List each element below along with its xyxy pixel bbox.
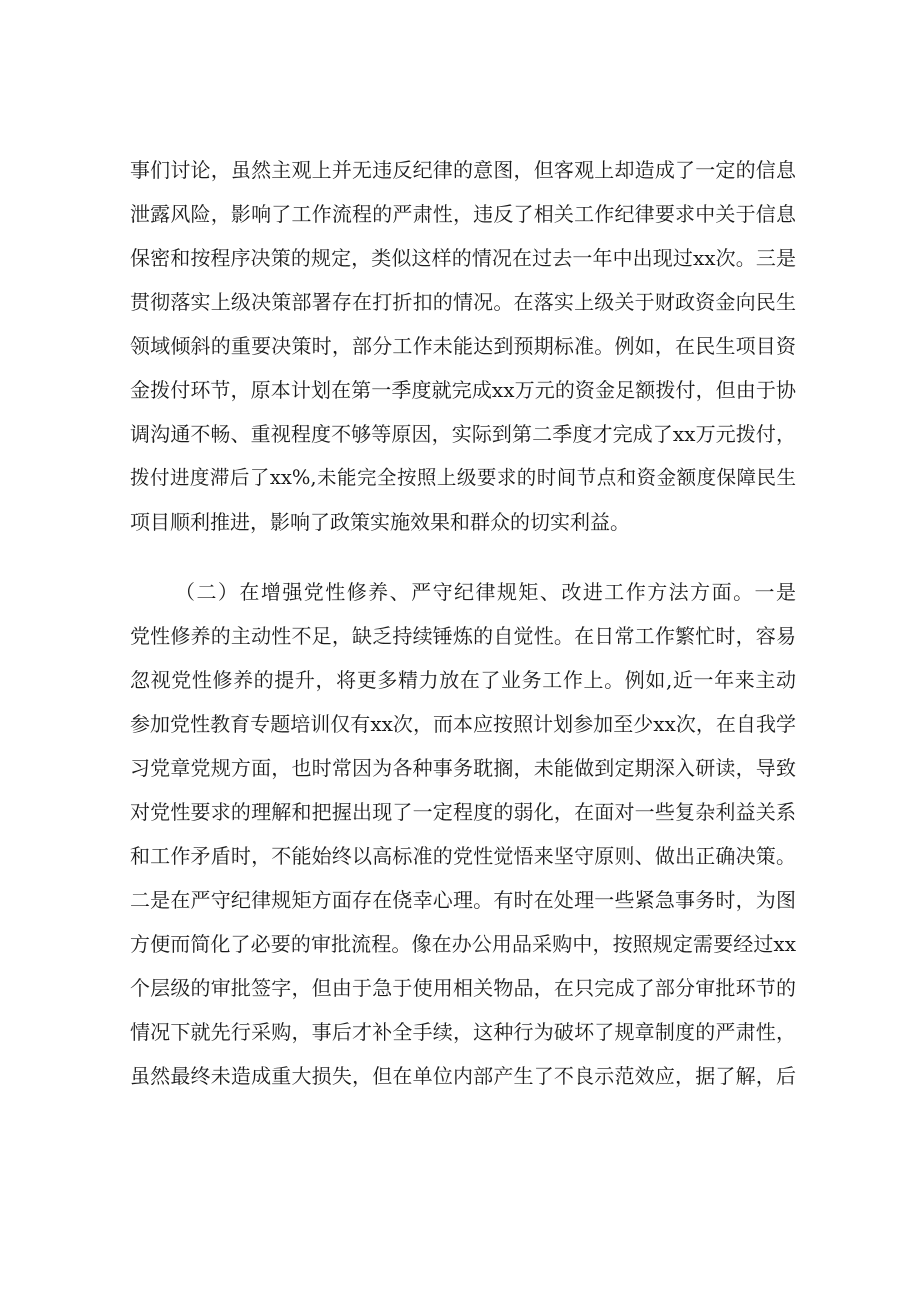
- text-line: 泄露风险，影响了工作流程的严肃性，违反了相关工作纪律要求中关于信息: [130, 202, 796, 226]
- text-line: 保密和按程序决策的规定，类似这样的情况在过去一年中出现过xx次。三是: [130, 246, 796, 270]
- text-line: 项目顺利推进，影响了政策实施效果和群众的切实利益。: [130, 510, 630, 534]
- text-line: 金拨付环节，原本计划在第一季度就完成xx万元的资金足额拨付，但由于协: [130, 378, 796, 402]
- text-line: 党性修养的主动性不足，缺乏持续锤炼的自觉性。在日常工作繁忙时，容易: [130, 624, 796, 648]
- text-line: 拨付进度滞后了xx%,未能完全按照上级要求的时间节点和资金额度保障民生: [130, 466, 796, 489]
- text-line: 和工作矛盾时，不能始终以高标准的党性觉悟来坚守原则、做出正确决策。: [130, 844, 796, 868]
- text-line: 忽视党性修养的提升，将更多精力放在了业务工作上。例如,近一年来主动: [130, 668, 796, 692]
- text-line: 二是在严守纪律规矩方面存在侥幸心理。有时在处理一些紧急事务时，为图: [130, 888, 796, 912]
- text-line: 虽然最终未造成重大损失，但在单位内部产生了不良示范效应，据了解，后: [130, 1064, 796, 1088]
- text-line: 调沟通不畅、重视程度不够等原因，实际到第二季度才完成了xx万元拨付，: [130, 422, 796, 446]
- text-line: 贯彻落实上级决策部署存在打折扣的情况。在落实上级关于财政资金向民生: [130, 290, 796, 314]
- text-line: （二）在增强党性修养、严守纪律规矩、改进工作方法方面。一是: [175, 580, 796, 604]
- text-line: 方便而简化了必要的审批流程。像在办公用品采购中，按照规定需要经过xx: [130, 932, 796, 956]
- text-line: 事们讨论，虽然主观上并无违反纪律的意图，但客观上却造成了一定的信息: [130, 158, 796, 182]
- text-line: 习党章党规方面，也时常因为各种事务耽搁，未能做到定期深入研读，导致: [130, 756, 796, 780]
- text-line: 情况下就先行采购，事后才补全手续，这种行为破坏了规章制度的严肃性，: [130, 1020, 796, 1044]
- text-line: 个层级的审批签字，但由于急于使用相关物品，在只完成了部分审批环节的: [130, 976, 796, 1000]
- text-line: 对党性要求的理解和把握出现了一定程度的弱化，在面对一些复杂利益关系: [130, 800, 796, 824]
- text-line: 参加党性教育专题培训仅有xx次，而本应按照计划参加至少xx次，在自我学: [130, 712, 796, 736]
- text-line: 领域倾斜的重要决策时，部分工作未能达到预期标准。例如，在民生项目资: [130, 334, 796, 358]
